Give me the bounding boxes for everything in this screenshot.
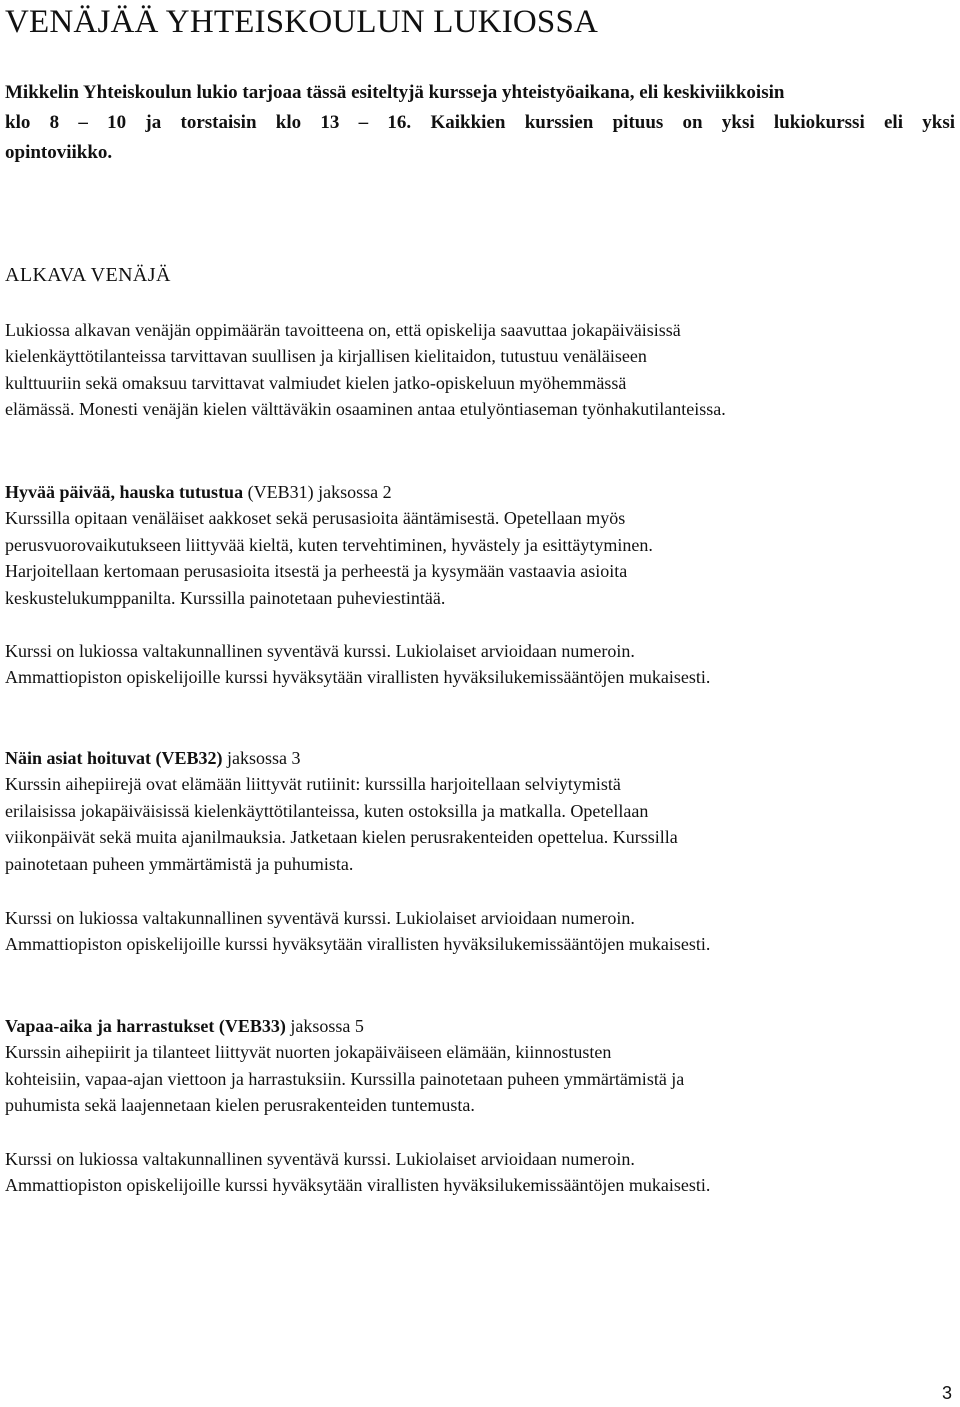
course-note: Kurssi on lukiossa valtakunnallinen syventävä kurssi. Lukiolaiset arvioidaan numeroin. (5, 908, 635, 928)
course-note: Ammattiopiston opiskelijoille kurssi hyväksytään virallisten hyväksilukemissääntöjen mukaisesti. (5, 1175, 711, 1196)
course-heading (5, 1013, 957, 1039)
course-name: Vapaa-aika ja harrastukset (5, 1016, 215, 1036)
course-code: (VEB31) (247, 482, 314, 502)
course-description-line: perusvuorovaikutukseen liittyvää kieltä, kuten tervehtiminen, hyvästely ja esittäytyminen. (5, 534, 653, 555)
course-veb31 (5, 479, 957, 611)
course-note: Kurssi on lukiossa valtakunnallinen syventävä kurssi. Lukiolaiset arvioidaan numeroin. (5, 641, 635, 661)
paragraph-line: Lukiossa alkavan venäjän oppimäärän tavoitteena on, että opiskelija saavuttaa jokapäiväisissä (5, 320, 681, 340)
course-description-line: Kurssin aihepiirit ja tilanteet liittyvät nuorten jokapäiväiseen elämään, kiinnostusten (5, 1042, 612, 1063)
course-veb33-notes (5, 1146, 957, 1199)
course-period: jaksossa 2 (318, 482, 392, 502)
course-description-line: Harjoitellaan kertomaan perusasioita itsestä ja perheestä ja kysymään vastaavia asioita (5, 561, 628, 582)
paragraph-line: elämässä. Monesti venäjän kielen välttäväkin osaaminen antaa etulyöntiaseman työnhakutilanteissa. (5, 399, 726, 420)
intro-line: Mikkelin Yhteiskoulun lukio tarjoaa tässä esiteltyjä kursseja yhteistyöaikana, eli keskiviikkoisin (5, 82, 785, 103)
course-note: Ammattiopiston opiskelijoille kurssi hyväksytään virallisten hyväksilukemissääntöjen mukaisesti. (5, 667, 711, 688)
page-title: VENÄJÄÄ YHTEISKOULUN LUKIOSSA (5, 4, 599, 40)
course-heading (5, 745, 957, 771)
course-description-line: viikonpäivät sekä muita ajanilmauksia. Jatketaan kielen perusrakenteiden opettelua. Kurssilla (5, 827, 678, 848)
section-heading-alkava-venaja: ALKAVA VENÄJÄ (5, 264, 171, 286)
paragraph-line: kielenkäyttötilanteissa tarvittavan suullisen ja kirjallisen kielitaidon, tutustuu venäläiseen (5, 346, 647, 367)
course-veb31-notes (5, 638, 957, 691)
intro-line: klo 8 – 10 ja torstaisin klo 13 – 16. Kaikkien kurssien pituus on yksi lukiokurssi eli yksi (5, 112, 955, 133)
course-heading (5, 479, 957, 505)
course-note: Kurssi on lukiossa valtakunnallinen syventävä kurssi. Lukiolaiset arvioidaan numeroin. (5, 1149, 635, 1169)
course-description-line: Kurssin aihepiirejä ovat elämään liittyvät rutiinit: kurssilla harjoitellaan selviytymistä (5, 774, 621, 795)
course-veb33 (5, 1013, 957, 1119)
course-description-line: kohteisiin, vapaa-ajan viettoon ja harrastuksiin. Kurssilla painotetaan puheen ymmärtämistä ja (5, 1068, 685, 1089)
alkava-paragraph (5, 317, 957, 423)
course-note: Ammattiopiston opiskelijoille kurssi hyväksytään virallisten hyväksilukemissääntöjen mukaisesti. (5, 934, 711, 955)
course-period: jaksossa 3 (227, 748, 301, 768)
course-code: (VEB33) (218, 1016, 286, 1036)
intro-paragraph (5, 78, 955, 168)
course-description-line: puhumista sekä laajennetaan kielen perusrakenteiden tuntemusta. (5, 1095, 475, 1116)
course-code: (VEB32) (155, 748, 223, 768)
course-name: Näin asiat hoituvat (5, 748, 152, 768)
course-veb32 (5, 745, 957, 877)
course-period: jaksossa 5 (290, 1016, 364, 1036)
page-number: 3 (941, 1383, 952, 1403)
course-veb32-notes (5, 905, 957, 958)
course-description-line: erilaisissa jokapäiväisissä kielenkäyttötilanteissa, kuten ostoksilla ja matkalla. Opetellaan (5, 800, 649, 821)
course-name: Hyvää päivää, hauska tutustua (5, 482, 244, 502)
paragraph-line: kulttuuriin sekä omaksuu tarvittavat valmiudet kielen jatko-opiskeluun myöhemmässä (5, 372, 627, 393)
intro-line: opintoviikko. (5, 142, 113, 163)
course-description-line: Kurssilla opitaan venäläiset aakkoset sekä perusasioita ääntämisestä. Opetellaan myös (5, 508, 626, 529)
course-description-line: painotetaan puheen ymmärtämistä ja puhumista. (5, 853, 354, 874)
course-description-line: keskustelukumppanilta. Kurssilla painotetaan puheviestintää. (5, 587, 446, 608)
